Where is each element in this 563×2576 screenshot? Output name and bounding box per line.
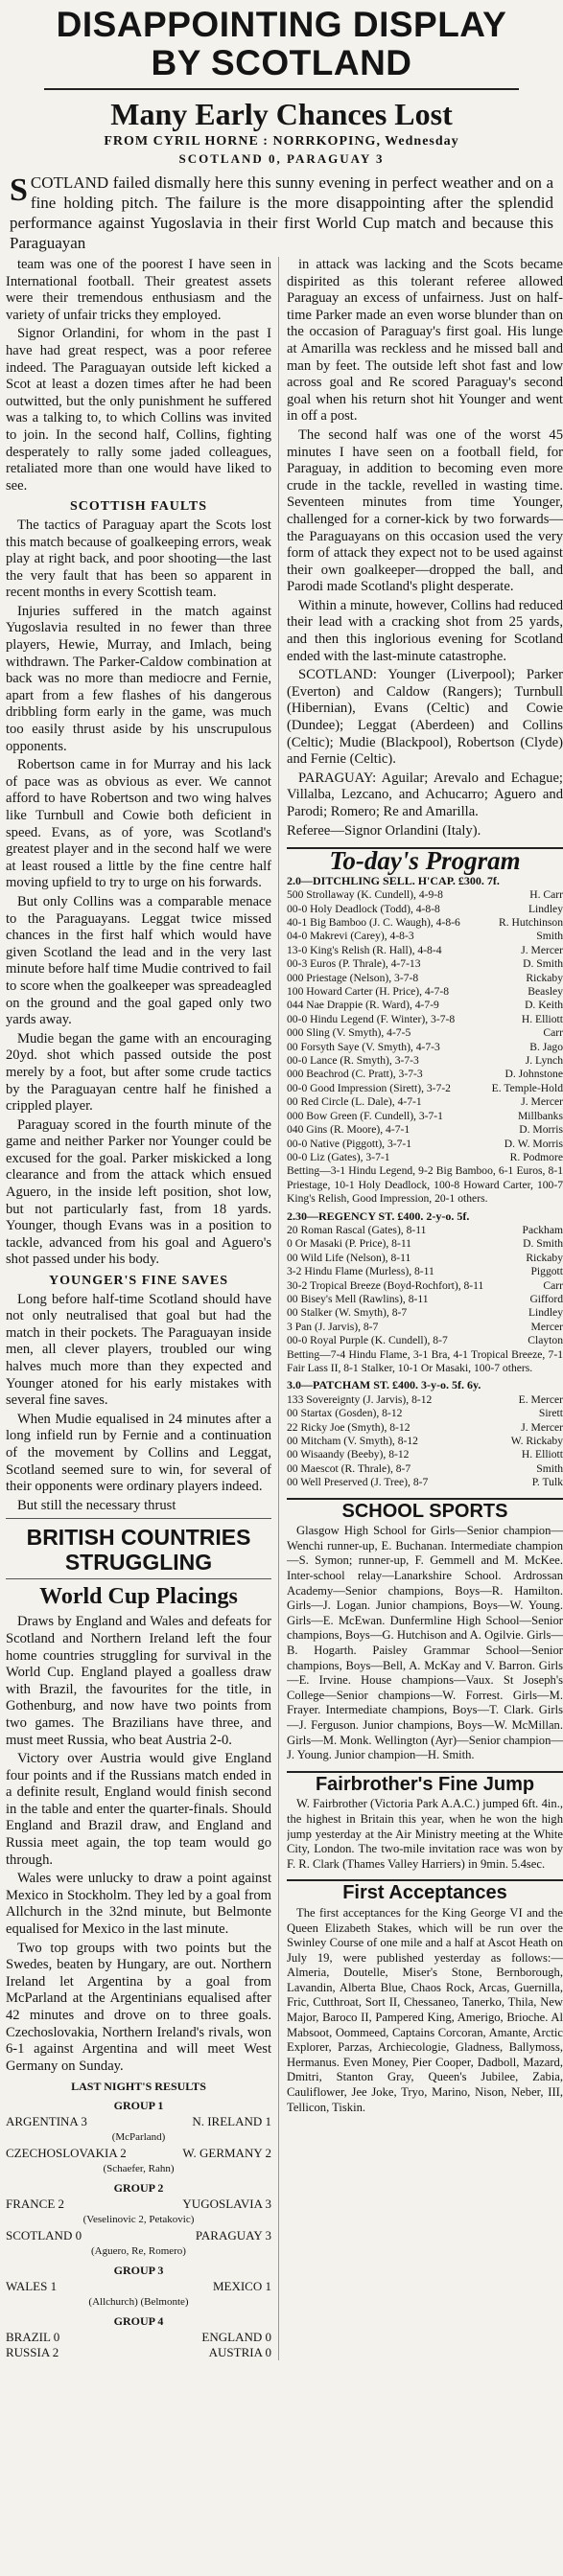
- article-paragraph: Long before half-time Scotland should have not only neutralised that goal but had the match in their pockets. The Paraguayan inside men, all clever players, troubled our wing halves much more than they expected and Younger atoned for his early mistakes with several fine saves.: [6, 1291, 271, 1409]
- jockey: R. Hutchinson: [499, 916, 563, 929]
- article-paragraph: Victory over Austria would give England four points and if the Russians match ended in a definite result, England would finish second in the table and enter the quarter-finals. Should England and Brazil draw, and England and Russia meet again, the top team would go through.: [6, 1751, 271, 1868]
- race-heading: 2.30—REGENCY ST. £400. 2-y-o. 5f.: [287, 1208, 470, 1223]
- runner: 044 Nae Drappie (R. Ward), 4-7-9: [287, 999, 439, 1012]
- race-entry: [287, 1321, 563, 1334]
- article-paragraph: Draws by England and Wales and defeats for Scotland and Northern Ireland left the four home countries struggling for survival in the World Cup. England played a goalless draw with Brazil, the favourites for the title, in Gothenburg, and now have two points from two games. The Brazilians have three, and must meet Russia, who beat Austria 2-0.: [6, 1614, 271, 1748]
- race-entry: [287, 1054, 563, 1068]
- race-entry: [287, 1393, 563, 1407]
- race-entry: [287, 1421, 563, 1435]
- result-scorers: (McParland): [111, 2131, 166, 2144]
- runner: 00 Stalker (W. Smyth), 8-7: [287, 1306, 408, 1320]
- runner: 00-3 Euros (P. Thrale), 4-7-13: [287, 957, 421, 971]
- countries-subhead: World Cup Placings: [39, 1584, 238, 1610]
- runner: 00 Maescot (R. Thrale), 8-7: [287, 1461, 411, 1475]
- race-block: [287, 874, 563, 1207]
- race-entry: [287, 1306, 563, 1320]
- jockey: Mercer: [530, 1320, 563, 1333]
- article-paragraph: Within a minute, however, Collins had reduced their lead with a cracking shot from 25 yards, and then this inglorious evening for Scotland ended with the last-minute catastrophe.: [287, 597, 563, 664]
- result-row: [6, 2279, 271, 2294]
- article-paragraph: The second half was one of the worst 45 minutes I have seen on a football field, for Paraguay, in addition to becoming even more crude in the tackle, revelled in wasting time. Seventeen minutes from time Younger, challenged for a corner-kick by two forwards—the Paraguayans on this occasion used the very form of attack they expect not to be used against their own goalkeeper—dropped the ball, and Parodi made Scotland's plight desperate.: [287, 426, 563, 595]
- jockey: W. Rickaby: [510, 1435, 563, 1448]
- lead-text: COTLAND failed dismally here this sunny evening in perfect weather and on a fine holding pitch. The failure is the more disappointing after the splendid performance against Yugoslavia in their first World Cup match and because this Paraguayan: [10, 173, 553, 252]
- race-heading: 3.0—PATCHAM ST. £400. 3-y-o. 5f. 6y.: [287, 1378, 481, 1392]
- score-line: SCOTLAND 0, PARAGUAY 3: [178, 151, 385, 166]
- runner: 40-1 Big Bamboo (J. C. Waugh), 4-8-6: [287, 916, 460, 929]
- jockey: D. Morris: [519, 1123, 563, 1137]
- runner: 00 Startax (Gosden), 8-12: [287, 1407, 403, 1420]
- headline-rule: [44, 88, 519, 90]
- result-home: SCOTLAND 0: [6, 2228, 82, 2243]
- race-entry: [287, 1095, 563, 1109]
- race-entry: [287, 972, 563, 985]
- runner: 133 Sovereignty (J. Jarvis), 8-12: [287, 1392, 433, 1406]
- results-group-label: GROUP 3: [113, 2264, 164, 2278]
- jockey: P. Tulk: [531, 1476, 563, 1489]
- race-entry: [287, 1123, 563, 1137]
- jockey: Rickaby: [526, 1251, 563, 1264]
- race-entry: [287, 1293, 563, 1306]
- jockey: H. Elliott: [521, 1448, 563, 1461]
- race-entry: [287, 1068, 563, 1081]
- result-row: [6, 2228, 271, 2243]
- race-entry: [287, 1013, 563, 1026]
- runner: 13-0 King's Relish (R. Hall), 4-8-4: [287, 943, 442, 956]
- race-entry: [287, 1151, 563, 1164]
- jockey: Beasley: [528, 985, 563, 999]
- race-entry: [287, 1462, 563, 1476]
- race-entry: [287, 916, 563, 930]
- result-away: AUSTRIA 0: [208, 2345, 271, 2360]
- runner: 30-2 Tropical Breeze (Boyd-Rochfort), 8-11: [287, 1278, 484, 1292]
- runner: 00 Forsyth Saye (V. Smyth), 4-7-3: [287, 1040, 440, 1053]
- columns: [6, 257, 563, 2360]
- race-entry: [287, 1252, 563, 1265]
- race-heading: 2.0—DITCHLING SELL. H'CAP. £300. 7f.: [287, 873, 500, 887]
- result-away: PARAGUAY 3: [195, 2228, 271, 2243]
- team-lineup: SCOTLAND: Younger (Liverpool); Parker (Everton) and Caldow (Rangers); Turnbull (Hibernian), Evans (Celtic) and Cowie (Dundee); Leggat (Aberdeen) and Collins (Celtic); Mudie (Blackpool), Robertson (Clyde) and Fernie (Celtic).: [287, 667, 563, 768]
- runner: 100 Howard Carter (H. Price), 4-7-8: [287, 985, 450, 999]
- race-entry: [287, 888, 563, 902]
- fairbrother-title: Fairbrother's Fine Jump: [287, 1771, 563, 1794]
- result-home: CZECHOSLOVAKIA 2: [6, 2146, 127, 2161]
- jockey: Millbanks: [517, 1109, 563, 1122]
- result-away: W. GERMANY 2: [182, 2146, 271, 2161]
- article-paragraph: Mudie began the game with an encouraging 20yd. shot which passed outside the post merely by a foot, but after some crude tactics by the Paraguayan centre half he finished a crippled player.: [6, 1030, 271, 1115]
- race-entry: [287, 1110, 563, 1123]
- headline-line2: BY SCOTLAND: [151, 43, 412, 82]
- jockey: J. Lynch: [525, 1054, 563, 1068]
- race-entry: [287, 1407, 563, 1420]
- runner: 00-0 Liz (Gates), 3-7-1: [287, 1150, 390, 1163]
- article-paragraph: in attack was lacking and the Scots became dispirited as this tolerant referee allowed Paraguay an excess of unfairness. Just on half-time Parker made an even worse blunder than on the occasion of Paraguay's first goal. His lunge at Amarilla was reckless and he missed ball and man by feet. The outside left shot fast and low across goal and Re scored Paraguay's second goal when his return shot hit Younger and went in off a post.: [287, 257, 563, 425]
- runner: 00 Bisey's Mell (Rawlins), 8-11: [287, 1292, 429, 1305]
- result-row: [6, 2345, 271, 2360]
- result-scorers: (Veselinovic 2, Petakovic): [82, 2214, 195, 2226]
- race-block: [287, 1378, 563, 1489]
- jockey: D. Keith: [525, 999, 563, 1012]
- race-entry: [287, 1224, 563, 1237]
- race-entry: [287, 999, 563, 1012]
- runner: 20 Roman Rascal (Gates), 8-11: [287, 1223, 427, 1236]
- runner: 00 Wild Life (Nelson), 8-11: [287, 1251, 411, 1264]
- race-entry: [287, 1279, 563, 1293]
- program-list: [287, 874, 563, 1490]
- jockey: Clayton: [528, 1334, 563, 1347]
- result-home: FRANCE 2: [6, 2196, 65, 2212]
- school-sports-text: Glasgow High School for Girls—Senior champion—Wenchi runner-up, E. Buchanan. Intermediate champion—S. Symon; runner-up, F. Gemmell and M. McKee. Inter-school relay—Lanarkshire School. Ardrossan Academy—Senior champions, Boys—R. Hamilton. Girls—J. Logan. Junior champions, Boys—W. Young. Girls—E. McEwan. Dunfermline High School—Senior champions, Boys—G. Hutchison and A. Ogilvie. Girls—B. Hogarth. Paisley Grammar School—Senior champions, Boys—Bell, A. McKay and V. Barron. Girls—E. Irvine. House champions—Vaux. St Joseph's College—Senior champions—W. Forrest. Girls—M. Frayer. Intermediate champions, Boys—T. Clark. Girls—J. Ferguson. Junior champions, Boys—W. McMillan. Girls—M. Monk. Wellington (Ayr)—Senior champion—J. Young. Junior champion—H. Smith.: [287, 1524, 563, 1762]
- race-entry: [287, 1138, 563, 1151]
- results-list: [6, 2098, 271, 2360]
- result-row: [6, 2330, 271, 2345]
- lead-paragraph: [10, 172, 553, 253]
- race-entry: [287, 1435, 563, 1448]
- article-paragraph: Paraguay scored in the fourth minute of the game and neither Parker nor Younger could be excused for the goal. Parker miskicked a long clearance and from the attack which ensued Aguero, in the inside left position, shot low, but not particularly fast, from 18 yards. Younger, though Evans was in a position to tackle, advanced from his goal and Aguero's shot passed under his body.: [6, 1116, 271, 1268]
- result-scorers: (Allchurch) (Belmonte): [88, 2296, 189, 2309]
- results-group-label: GROUP 2: [113, 2181, 164, 2196]
- race-entry: [287, 1476, 563, 1489]
- jockey: H. Carr: [529, 888, 563, 902]
- article-paragraph: Two top groups with two points but the Swedes, beaten by Hungary, are out. Northern Ireland let Argentina by a goal from McParland at the Argentinians equalised after 42 minutes and drove on to three goals. Czechoslovakia, Northern Ireland's rivals, won 6-1 against Argentina and will meet West Germany on Sunday.: [6, 1940, 271, 2074]
- race-entry: [287, 930, 563, 943]
- jockey: Gifford: [529, 1292, 563, 1305]
- fairbrother-text: W. Fairbrother (Victoria Park A.A.C.) jumped 6ft. 4in., the highest in Britain this year, when he won the high jump yesterday at the Air Ministry meeting at the White City, London. The two-mile invitation race was won by F. R. Clark (Thames Valley Harriers) in 9min. 5.4sec.: [287, 1797, 563, 1871]
- right-column: [287, 257, 563, 2360]
- results-group-label: GROUP 1: [113, 2099, 164, 2113]
- runner: 000 Bow Green (F. Cundell), 3-7-1: [287, 1109, 443, 1122]
- runner: 04-0 Makrevi (Carey), 4-8-3: [287, 930, 414, 943]
- jockey: R. Podmore: [509, 1150, 563, 1163]
- fairbrother-body: [287, 1797, 563, 1872]
- article-paragraph: Robertson came in for Murray and his lack of pace was as obvious as ever. We cannot afford to have Robertson and two wing halves like Turnbull and Cowie both deficient in speed. Evans, as of yore, was Scotland's greatest player and in the second half we were at least roused a little by the fine centre half moving upfield to try to urge on his forwards.: [6, 757, 271, 891]
- team-lineup: PARAGUAY: Aguilar; Arevalo and Echague; Villalba, Lezcano, and Achucarro; Aguero and Parodi; Romero; Re and Amarilla.: [287, 770, 563, 819]
- runner: 00-0 Good Impression (Sirett), 3-7-2: [287, 1081, 451, 1094]
- runner: 000 Beachrod (C. Pratt), 3-7-3: [287, 1068, 423, 1081]
- race-entry: [287, 944, 563, 957]
- headline-line1: DISAPPOINTING DISPLAY: [56, 5, 507, 44]
- runner: 00-0 Royal Purple (K. Cundell), 8-7: [287, 1334, 448, 1347]
- result-away: ENGLAND 0: [201, 2330, 271, 2345]
- runner: 00 Wisaandy (Beeby), 8-12: [287, 1448, 410, 1461]
- race-entry: [287, 957, 563, 971]
- article-paragraph: When Mudie equalised in 24 minutes after a long infield run by Fernie and a continuation of the movement by Collins and Leggat, Scotland seemed sure to win, for several of their opponents were ordinary players indeed.: [6, 1411, 271, 1495]
- runner: 500 Strollaway (K. Cundell), 4-9-8: [287, 888, 443, 902]
- school-sports-body: [287, 1524, 563, 1763]
- jockey: Carr: [543, 1278, 563, 1292]
- runner: 00-0 Lance (R. Smyth), 3-7-3: [287, 1054, 419, 1068]
- jockey: Sirett: [538, 1407, 563, 1420]
- article-paragraph: But still the necessary thrust: [17, 1497, 176, 1513]
- result-scorers: (Aguero, Re, Romero): [91, 2245, 186, 2258]
- headline: [6, 6, 557, 82]
- runner: 040 Gins (R. Moore), 4-7-1: [287, 1123, 411, 1137]
- race-entry: [287, 985, 563, 999]
- program-title: To-day's Program: [287, 847, 563, 870]
- jockey: Smith: [536, 1461, 563, 1475]
- countries-headline: BRITISH COUNTRIES STRUGGLING: [26, 1525, 251, 1576]
- runner: 000 Sling (V. Smyth), 4-7-5: [287, 1026, 411, 1040]
- runner: 00-0 Holy Deadlock (Todd), 4-8-8: [287, 902, 440, 915]
- result-away: N. IRELAND 1: [192, 2114, 271, 2129]
- race-block: [287, 1209, 563, 1376]
- article-paragraph: The tactics of Paraguay apart the Scots lost this match because of goalkeeping errors, weak play at right back, and poor shooting—the last the very fault that has been so apparent in recent months in every Scottish team.: [6, 517, 271, 601]
- result-away: MEXICO 1: [212, 2279, 271, 2294]
- jockey: D. W. Morris: [504, 1137, 563, 1150]
- result-home: WALES 1: [6, 2279, 58, 2294]
- jockey: Lindley: [528, 1306, 563, 1320]
- result-row: [6, 2146, 271, 2161]
- race-entry: [287, 1237, 563, 1251]
- runner: 3 Pan (J. Jarvis), 8-7: [287, 1320, 379, 1333]
- jockey: E. Temple-Hold: [491, 1081, 563, 1094]
- runner: 000 Priestage (Nelson), 3-7-8: [287, 971, 419, 984]
- article-paragraph: team was one of the poorest I have seen in International football. Their greatest assets were their tremendous enthusiasm and the variety of unfair tricks they employed.: [6, 257, 271, 323]
- drop-cap: S: [10, 172, 28, 208]
- runner: 00 Mitcham (V. Smyth), 8-12: [287, 1435, 418, 1448]
- jockey: Rickaby: [526, 971, 563, 984]
- school-sports-title: SCHOOL SPORTS: [287, 1498, 563, 1521]
- result-home: RUSSIA 2: [6, 2345, 59, 2360]
- race-entry: [287, 1265, 563, 1278]
- jockey: D. Smith: [523, 957, 563, 971]
- result-home: ARGENTINA 3: [6, 2114, 87, 2129]
- betting-line: Betting—7-4 Hindu Flame, 3-1 Bra, 4-1 Tropical Breeze, 7-1 Fair Lass II, 8-1 Stalker, 10-1 Or Masaki, 100-7 others.: [287, 1347, 563, 1374]
- runner: 3-2 Hindu Flame (Murless), 8-11: [287, 1265, 434, 1278]
- section-subhead: YOUNGER'S FINE SAVES: [48, 1274, 228, 1289]
- runner: 00 Red Circle (L. Dale), 4-7-1: [287, 1095, 422, 1109]
- results-group-label: GROUP 4: [113, 2314, 164, 2329]
- jockey: Piggott: [530, 1265, 563, 1278]
- jockey: J. Mercer: [521, 943, 563, 956]
- runner: 0 Or Masaki (P. Price), 8-11: [287, 1237, 411, 1251]
- runner: 00-0 Hindu Legend (F. Winter), 3-7-8: [287, 1012, 456, 1025]
- section-subhead: SCOTTISH FAULTS: [70, 499, 207, 515]
- acceptances-text: The first acceptances for the King George VI and the Queen Elizabeth Stakes, which will be run over the Swinley Course of one mile and a half at Ascot Heath on July 19, were published yesterday as follows:— Almeria, Doutelle, Miser's Stone, Bernborough, Lavandin, Alberta Blue, Chaos Rock, Arcas, Guernilla, Fric, Cutthroat, Sort II, Chessaneo, Tanerko, Thila, New Major, Baroco II, Pampered King, Amerigo, Brioche. Al Mabsoot, Oommeed, Captains Corcoran, Amante, Arctic Explorer, Parzas, Archiecologie, Gladness, Ballymoss, Hermanus. Even Money, Pier Cooper, Dadboll, Mazard, Dmitri, Stanton Gray, Queen's Jubilee, Zabia, Cauliflower, Jee Joke, Tryo, Marino, Nison, Neber, III, Tellicon, Tiskin.: [287, 1905, 563, 2114]
- race-entry: [287, 1448, 563, 1461]
- result-row: [6, 2196, 271, 2212]
- result-scorers: (Schaefer, Rahn): [103, 2163, 175, 2175]
- article-paragraph: Signor Orlandini, for whom in the past I have had great respect, was a poor referee indeed. The Paraguayan outside left kicked a Scot at least a dozen times after he had been outwitted, but the only punishment he suffered was a talking to, to which Collins was invited to join. In the second half, Collins, fighting desperately to rally some jaded colleagues, retaliated more than one would have liked to see.: [6, 326, 271, 494]
- result-away: YUGOSLAVIA 3: [182, 2196, 271, 2212]
- race-entry: [287, 903, 563, 916]
- divider: [6, 1578, 271, 1579]
- jockey: Lindley: [528, 902, 563, 915]
- divider: [6, 1518, 271, 1519]
- left-column: [6, 257, 279, 2360]
- race-entry: [287, 1041, 563, 1054]
- article-paragraph: But only Collins was a comparable menace to the Paraguayans. Leggat twice missed chances in the first half which would have given Scotland the lead and in the very last minute before half time Mudie contrived to fail to score when the goalkeeper was spreadeagled on the ground and the goal gaped only two yards away.: [6, 893, 271, 1028]
- jockey: D. Smith: [523, 1237, 563, 1251]
- results-table: [6, 2079, 271, 2360]
- jockey: D. Johnstone: [504, 1068, 563, 1081]
- acceptances-body: [287, 1906, 563, 2115]
- acceptances-title: First Acceptances: [287, 1879, 563, 1902]
- jockey: J. Mercer: [521, 1420, 563, 1434]
- jockey: E. Mercer: [518, 1392, 563, 1406]
- jockey: B. Jago: [529, 1040, 563, 1053]
- referee: Referee—Signor Orlandini (Italy).: [287, 822, 481, 839]
- result-row: [6, 2114, 271, 2129]
- jockey: Smith: [536, 930, 563, 943]
- runner: 22 Ricky Joe (Smyth), 8-12: [287, 1420, 411, 1434]
- result-home: BRAZIL 0: [6, 2330, 60, 2345]
- jockey: H. Elliott: [521, 1012, 563, 1025]
- betting-line: Betting—3-1 Hindu Legend, 9-2 Big Bamboo, 6-1 Euros, 8-1 Priestage, 10-1 Holy Deadlock, 100-8 Howard Carter, 100-7 King's Relish, Good Impression, 20-1 others.: [287, 1164, 563, 1206]
- race-entry: [287, 1026, 563, 1040]
- race-entry: [287, 1082, 563, 1095]
- race-entry: [287, 1334, 563, 1347]
- runner: 00-0 Native (Piggott), 3-7-1: [287, 1137, 412, 1150]
- jockey: Carr: [543, 1026, 563, 1040]
- runner: 00 Well Preserved (J. Tree), 8-7: [287, 1476, 429, 1489]
- results-title: LAST NIGHT'S RESULTS: [71, 2080, 206, 2094]
- subheadline: Many Early Chances Lost: [110, 97, 453, 131]
- article-paragraph: Wales were unlucky to draw a point against Mexico in Stockholm. They led by a goal from Allchurch in the 32nd minute, but Belmonte equalised for Mexico in the last minute.: [6, 1871, 271, 1938]
- byline: FROM CYRIL HORNE : NORRKOPING, Wednesday: [104, 134, 459, 149]
- jockey: J. Mercer: [521, 1095, 563, 1109]
- jockey: Packham: [522, 1223, 563, 1236]
- article-paragraph: Injuries suffered in the match against Yugoslavia resulted in no fewer than three players, Hewie, Murray, and Imlach, being withdrawn. The Parker-Caldow combination at back was no more than mediocre and Fernie, apart from a few flashes of his dangerous dribbling form early in the game, was much too easily thrust aside by his unscrupulous opponents.: [6, 603, 271, 754]
